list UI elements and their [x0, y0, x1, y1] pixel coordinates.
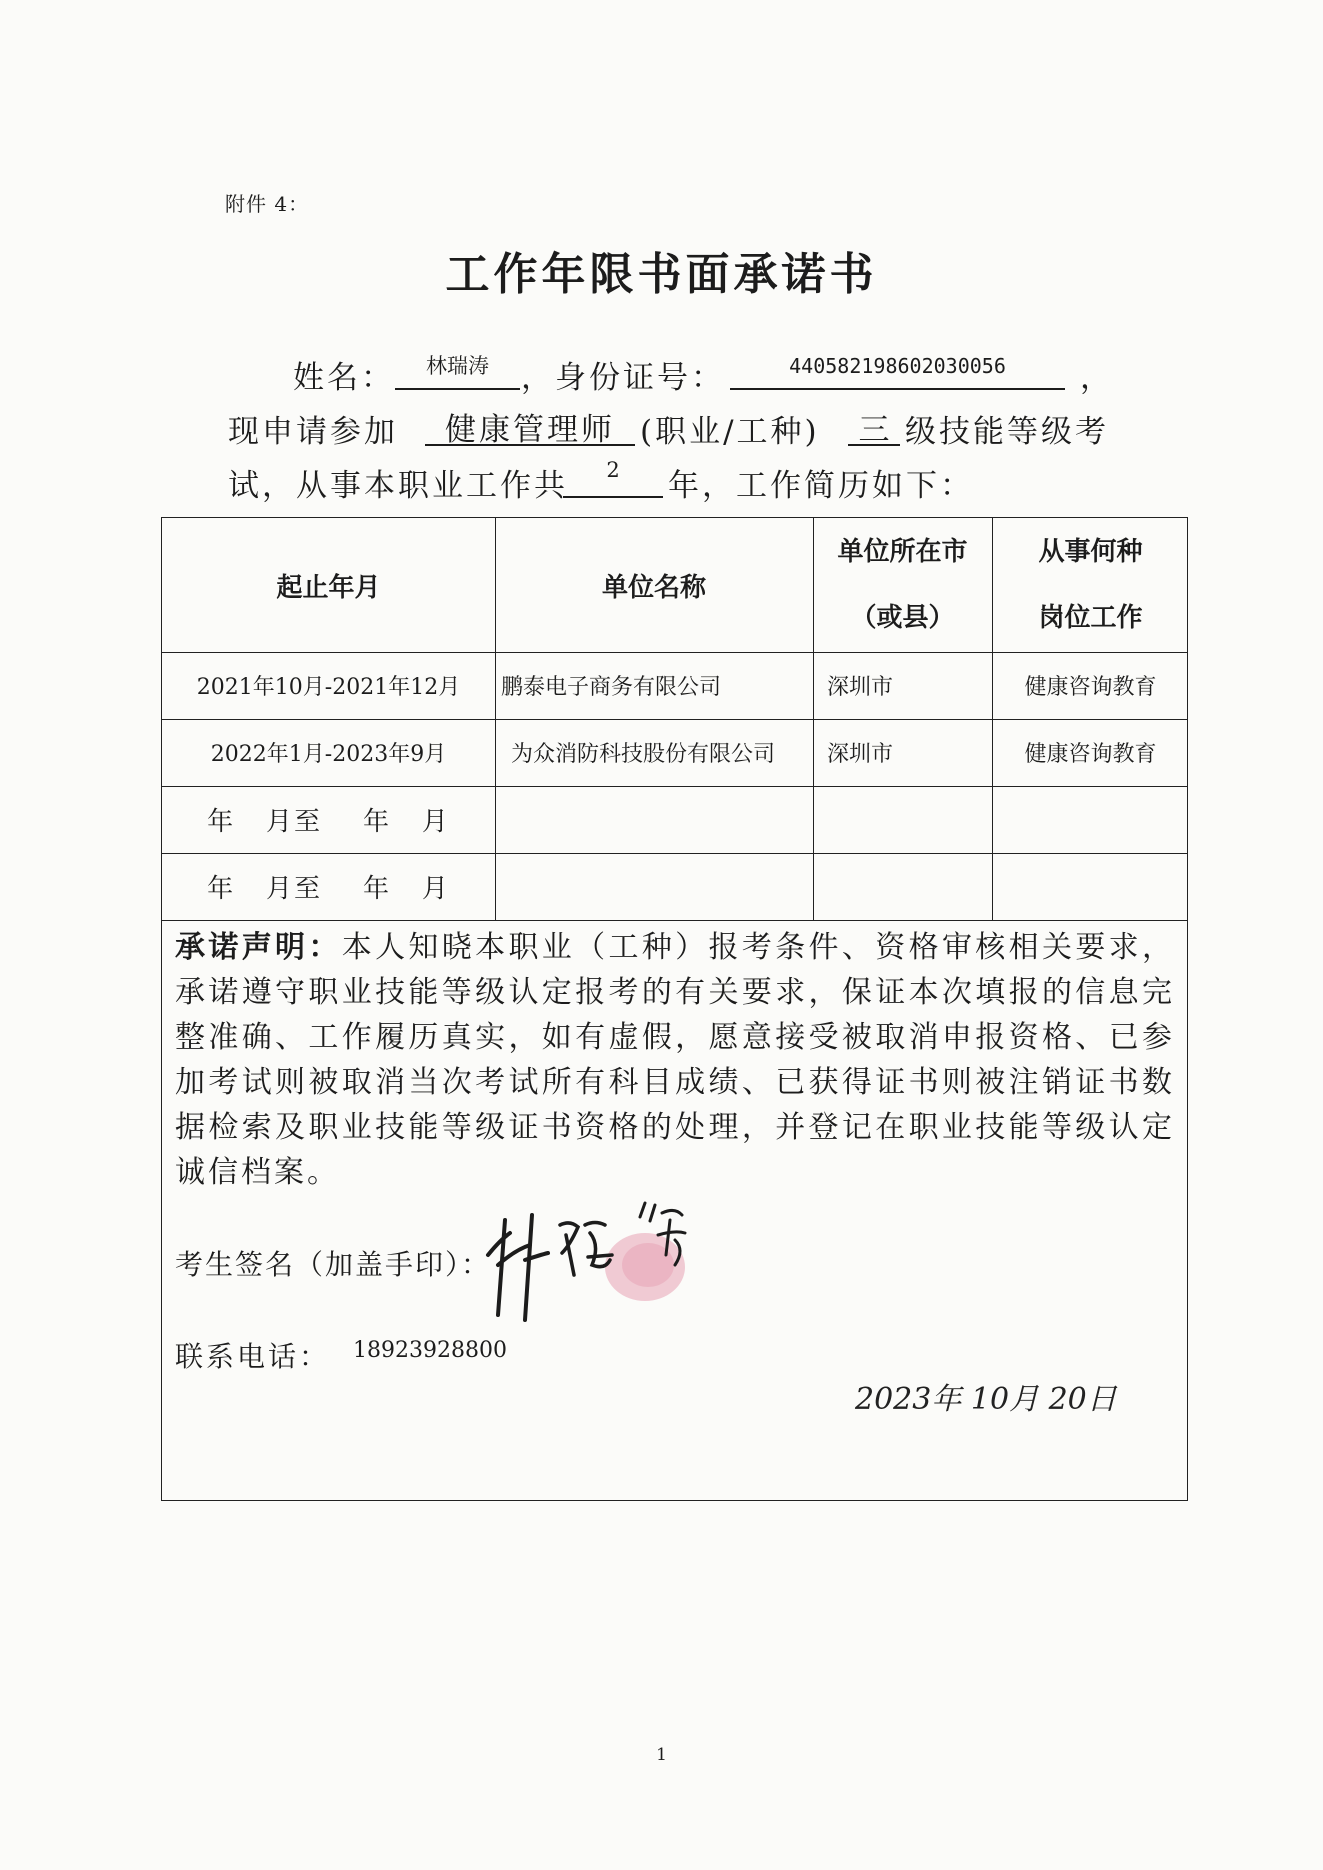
header-city-line2: （或县）	[850, 603, 955, 633]
row4-position[interactable]	[992, 853, 1189, 920]
handwritten-signature-image	[470, 1195, 710, 1325]
row3-period[interactable]: 年 月至 年 月	[207, 807, 450, 837]
occupation-field[interactable]: 健康管理师	[425, 404, 635, 446]
row3-position[interactable]	[992, 786, 1189, 853]
id-label: ，身份证号：	[521, 360, 725, 396]
header-period: 起止年月	[276, 572, 381, 603]
declaration-text: 本人知晓本职业（工种）报考条件、资格审核相关要求，承诺遵守职业技能等级认定报考的有关要求，保证本次填报的信息完整准确、工作履历真实，如有虚假，愿意接受被取消申报资格、已参加考试则被取消当次考试所有科目成绩、已获得证书则被注销证书数据检索及职业技能等级证书资格的处理，并登记在职业技能等级认定诚信档案。	[175, 930, 1176, 1190]
row3-city[interactable]	[813, 786, 992, 853]
years-field[interactable]: 2	[563, 458, 663, 498]
id-suffix: ，	[1080, 360, 1114, 396]
row1-period[interactable]: 2021年10月-2021年12月	[196, 675, 461, 700]
years-suffix: 年，工作简历如下：	[668, 468, 974, 504]
row2-period[interactable]: 2022年1月-2023年9月	[210, 742, 447, 767]
declaration-label: 承诺声明：	[175, 930, 342, 965]
row4-unit[interactable]	[495, 853, 813, 920]
declaration	[175, 925, 1175, 1195]
years-prefix: 试，从事本职业工作共	[228, 468, 568, 504]
row4-period[interactable]: 年 月至 年 月	[207, 874, 450, 904]
row1-city[interactable]: 深圳市	[827, 675, 894, 700]
id-number-field[interactable]: 440582198602030056	[730, 354, 1065, 390]
row4-city[interactable]	[813, 853, 992, 920]
level-field[interactable]: 三	[848, 404, 900, 446]
attachment-label: 附件 4：	[225, 192, 310, 216]
header-city	[813, 518, 992, 652]
name-field[interactable]: 林瑞涛	[395, 350, 520, 390]
signature-stroke	[488, 1215, 548, 1320]
row-divider	[162, 920, 1187, 921]
row2-unit[interactable]: 为众消防科技股份有限公司	[511, 742, 776, 767]
handwritten-date[interactable]: 2023年 10月 20日	[855, 1382, 1117, 1417]
row2-city[interactable]: 深圳市	[827, 742, 894, 767]
header-unit-name: 单位名称	[601, 572, 706, 603]
occupation-suffix: (职业/工种)	[640, 414, 820, 450]
row1-unit[interactable]: 鹏泰电子商务有限公司	[501, 675, 722, 700]
apply-prefix: 现申请参加	[228, 414, 398, 450]
name-label: 姓名：	[293, 360, 395, 396]
row1-position[interactable]: 健康咨询教育	[1024, 675, 1157, 700]
signature-label: 考生签名（加盖手印）：	[175, 1248, 492, 1281]
header-position-line1: 从事何种	[1038, 537, 1143, 567]
phone-label: 联系电话：	[175, 1340, 331, 1373]
row2-position[interactable]: 健康咨询教育	[1024, 742, 1157, 767]
signature-area[interactable]	[470, 1195, 710, 1325]
header-position-line2: 岗位工作	[1038, 603, 1143, 633]
page-number: 1	[656, 1745, 667, 1765]
signature-stroke	[560, 1223, 612, 1276]
level-suffix: 级技能等级考	[905, 414, 1109, 450]
phone-field[interactable]: 18923928800	[353, 1338, 507, 1363]
page-title: 工作年限书面承诺书	[445, 249, 878, 300]
header-city-line1: 单位所在市	[837, 537, 968, 567]
header-position	[992, 518, 1189, 652]
row3-unit[interactable]	[495, 786, 813, 853]
